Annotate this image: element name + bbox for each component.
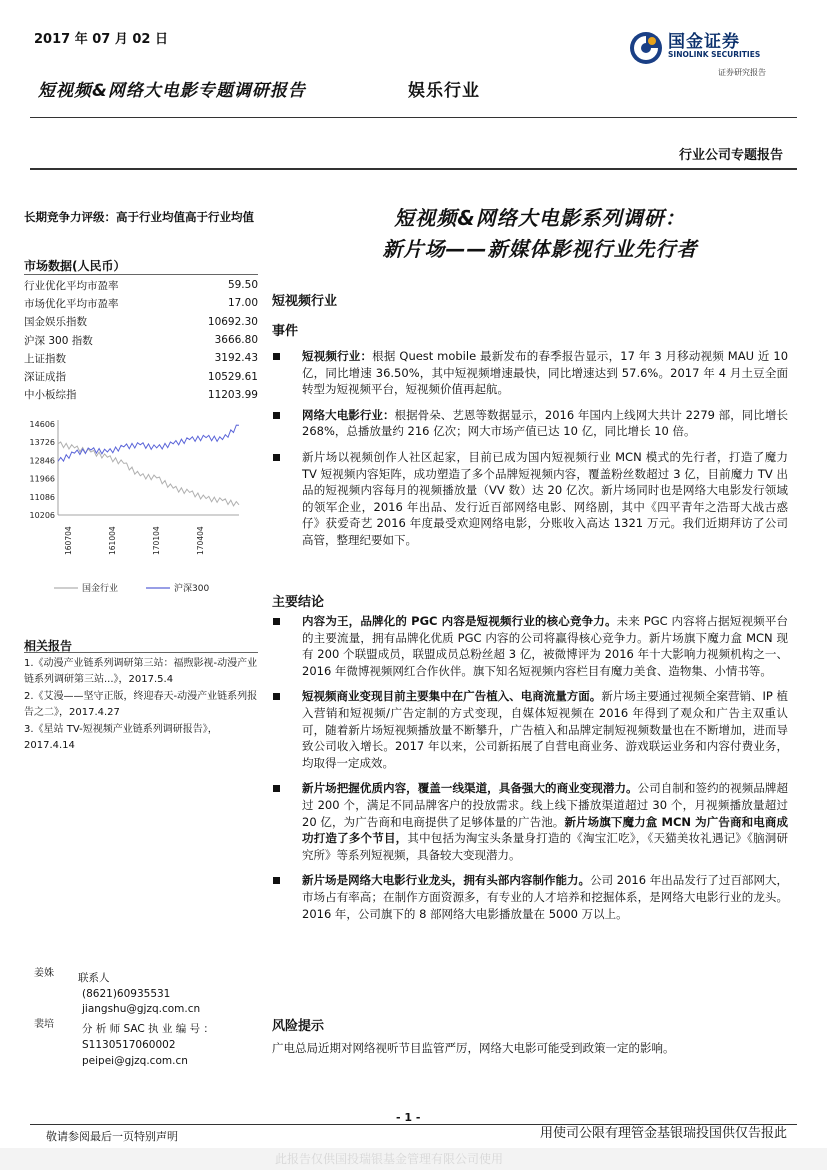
analyst-name-1: 姜姝	[34, 968, 54, 979]
market-row	[24, 367, 258, 385]
market-value: 11203.99	[207, 388, 258, 401]
category-divider	[30, 168, 797, 170]
logo-subtitle: 证券研究报告	[718, 68, 766, 77]
competitiveness-rating: 长期竞争力评级：高于行业均值高于行业均值	[24, 210, 254, 224]
page-number: - 1 -	[396, 1111, 421, 1124]
series-line-国金行业	[58, 442, 239, 506]
series-line-沪深300	[58, 425, 239, 461]
industry-label: 娱乐行业	[408, 81, 480, 101]
analyst-sac-label: 分 析 师 SAC 执 业 编 号 ：	[82, 1023, 214, 1035]
event-text: 新片场以视频创作人社区起家，目前已成为国内短视频行业 MCN 模式的先行者，打造了魔力 TV 短视频内容矩阵，成功塑造了多个品牌短视频内容，覆盖粉丝数超过 3 亿，目前魔力 TV 出品的短视频内容每月的视频播放量（VV 数）达 20 亿次。新片场同时也是网络大电影发行领域的领军企业，2016 年出品、发行近百部网络电影、网络剧，其中《四平青年之浩哥大战古惑仔》获爱奇艺 2016 年度最受欢迎网络电影，分账收入高达 1321 万元。我们近期拜访了公司高管，整理纪要如下。	[302, 449, 788, 547]
section-industry: 短视频行业	[272, 294, 338, 309]
market-value: 17.00	[227, 297, 258, 310]
market-name: 国金娱乐指数	[24, 316, 87, 329]
section-risk: 风险提示	[272, 1019, 325, 1034]
y-tick-label: 14606	[29, 420, 55, 429]
y-tick-label: 10206	[29, 511, 55, 520]
main-title-line1: 短视频&网络大电影系列调研：	[394, 206, 686, 230]
related-report-item[interactable]: 3.《星站 TV-短视频产业链系列调研报告》，2017.4.14	[24, 724, 218, 751]
main-title-line2: 新片场——新媒体影视行业先行者	[382, 237, 698, 261]
market-name: 上证指数	[24, 352, 66, 365]
conclusion-text: 未来 PGC 内容将占据短视频平台的主要流量，拥有品牌化优质 PGC 内容的公司将赢得核心竞争力。新片场旗下魔力盒 MCN 现有 200 个联盟成员，联盟成员总粉丝超 3 亿，被微博评为 2016 年十大影响力视频机构之一、2016 年微博视频网红合作伙伴。旗下知名短视频内容栏目有魔力美食、造物集、小情书等。	[302, 614, 789, 678]
y-tick-label: 11966	[29, 474, 55, 484]
market-name: 深证成指	[24, 371, 66, 384]
conclusion-item	[272, 872, 788, 922]
analyst-name-2: 裴培	[34, 1019, 54, 1030]
conclusion-lead: 内容为王，品牌化的 PGC 内容是短视频行业的核心竞争力。	[302, 614, 617, 628]
conclusion-lead: 新片场是网络大电影行业龙头，拥有头部内容制作能力。	[302, 873, 591, 888]
section-conclusion: 主要结论	[272, 595, 325, 610]
contact-role: 联系人	[78, 972, 110, 984]
analyst-sac-number: S1130517060002	[82, 1039, 176, 1051]
market-data-title: 市场数据(人民币）	[24, 259, 126, 273]
conclusion-lead: 新片场把握优质内容，覆盖一线渠道，具备强大的商业变现潜力。	[302, 781, 638, 796]
x-tick-label: 161004	[108, 526, 117, 555]
x-tick-label: 170404	[196, 526, 205, 555]
conclusion-text: 新片场主要通过视频全案营销、IP 植入营销和短视频/广告定制的方式变现，自媒体短视频在 2016 年得到了观众和广告主双重认可，随着新片场短视频播放量不断攀升，广告植入和品牌定制短视频数量也在不断增加，进而导致公司收入增长。2017 年以来，公司新拓展了自营电商业务、游戏联运业务和内容付费业务，均取得一定成效。	[302, 689, 788, 770]
report-series-title: 短视频&网络大电影专题调研报告	[38, 81, 306, 101]
y-tick-label: 13726	[29, 438, 55, 448]
market-row	[24, 276, 258, 294]
legend-label: 国金行业	[82, 584, 119, 594]
market-row	[24, 331, 258, 349]
market-row	[24, 313, 258, 331]
market-name: 中小板综指	[24, 389, 77, 402]
logo-cn-text: 国金证券	[668, 32, 740, 52]
index-line-chart	[24, 410, 254, 610]
x-tick-label: 170104	[152, 526, 161, 555]
conclusion-lead-2: 新片场旗下魔力盒 MCN 为广告商和电商成功打造了多个节目，	[302, 814, 788, 846]
conclusion-text: 公司自制和签约的视频品牌超过 200 个，满足不同品牌客户的投放需求。线上线下播放渠道超过 30 个，月视频播放量超过 20 亿，为广告商和电商提供了足够体量的广告池。	[302, 781, 789, 829]
watermark-text: 此报告仅供国投瑞银基金管理有限公司使用	[275, 1152, 504, 1166]
contact-email[interactable]: jiangshu@gjzq.com.cn	[82, 1003, 201, 1015]
market-value: 3666.80	[214, 334, 258, 347]
legend-label: 沪深300	[174, 584, 210, 594]
market-data-divider	[24, 274, 258, 275]
market-row	[24, 386, 258, 404]
analyst-email[interactable]: peipei@gjzq.com.cn	[82, 1055, 188, 1067]
logo-mark-icon	[628, 30, 664, 66]
market-data-table	[24, 276, 258, 404]
main-title	[270, 203, 810, 265]
market-row	[24, 349, 258, 367]
event-item	[272, 348, 788, 398]
header-divider	[30, 117, 797, 118]
market-row	[24, 294, 258, 312]
disclaimer-note: 敬请参阅最后一页特别声明	[46, 1130, 178, 1143]
conclusion-list	[272, 613, 788, 931]
event-text: 根据 Quest mobile 最新发布的春季报告显示，17 年 3 月移动视频 MAU 近 10 亿，同比增速 36.50%，其中短视频增速最快，同比增速达到 57.6%。2017 年 4 月土豆全面转型为短视频平台，短视频价值再起航。	[302, 349, 789, 397]
company-logo	[628, 24, 788, 80]
related-divider	[24, 652, 258, 653]
market-name: 市场优化平均市盈率	[24, 297, 119, 310]
related-reports-title: 相关报告	[24, 639, 73, 653]
section-event: 事件	[272, 324, 299, 339]
event-lead: 短视频行业：	[302, 349, 373, 363]
y-tick-label: 11086	[29, 492, 55, 502]
report-date: 2017 年 07 月 02 日	[34, 32, 168, 47]
logo-en-text: SINOLINK SECURITIES	[668, 50, 761, 59]
risk-text: 广电总局近期对网络视听节目监管严厉，网络大电影可能受到政策一定的影响。	[272, 1041, 675, 1055]
conclusion-item	[272, 613, 788, 679]
report-category: 行业公司专题报告	[678, 148, 783, 163]
event-lead: 网络大电影行业：	[302, 407, 395, 422]
market-value: 10529.61	[207, 370, 258, 383]
market-value: 10692.30	[207, 315, 258, 328]
conclusion-text: 公司 2016 年出品发行了过百部网大，市场占有率高；在制作方面资源多，有专业的人才培养和挖掘体系，是网络大电影行业的龙头。2016 年，公司旗下的 8 部网络大电影播放量在 5000 万以上。	[302, 873, 788, 921]
market-value: 3192.43	[214, 352, 258, 365]
y-tick-label: 12846	[29, 456, 55, 466]
conclusion-lead: 短视频商业变现目前主要集中在广告植入、电商流量方面。	[302, 689, 602, 704]
event-item	[272, 449, 788, 549]
market-name: 行业优化平均市盈率	[24, 279, 119, 292]
contact-phone: (8621)60935531	[82, 988, 171, 1000]
usage-note: 用使司公限有理管金基银瑞投国供仅告报此	[539, 1126, 787, 1141]
related-reports-list	[24, 656, 264, 755]
conclusion-item	[272, 780, 788, 863]
related-report-item[interactable]: 2.《艾漫——坚守正版，终迎春天-动漫产业链系列报告之二》，2017.4.27	[24, 691, 258, 718]
conclusion-text-2: 其中包括为淘宝头条量身打造的《淘宝汇吃》，《天猫美妆礼遇记》《脑洞研究所》等系列短视频，具备较大变现潜力。	[302, 831, 788, 862]
event-text: 根据骨朵、艺恩等数据显示，2016 年国内上线网大共计 2279 部，同比增长 268%，总播放量约 216 亿次；网大市场产值已达 10 亿，同比增长 10 倍。	[302, 407, 789, 439]
event-list	[272, 348, 788, 558]
conclusion-item	[272, 688, 788, 771]
related-report-item[interactable]: 1.《动漫产业链系列调研第三站：福煦影视-动漫产业链系列调研第三站...》，2017.5.4	[24, 658, 258, 685]
x-tick-label: 160704	[64, 526, 73, 555]
market-value: 59.50	[227, 279, 258, 292]
market-name: 沪深 300 指数	[24, 334, 93, 347]
event-item	[272, 407, 788, 440]
